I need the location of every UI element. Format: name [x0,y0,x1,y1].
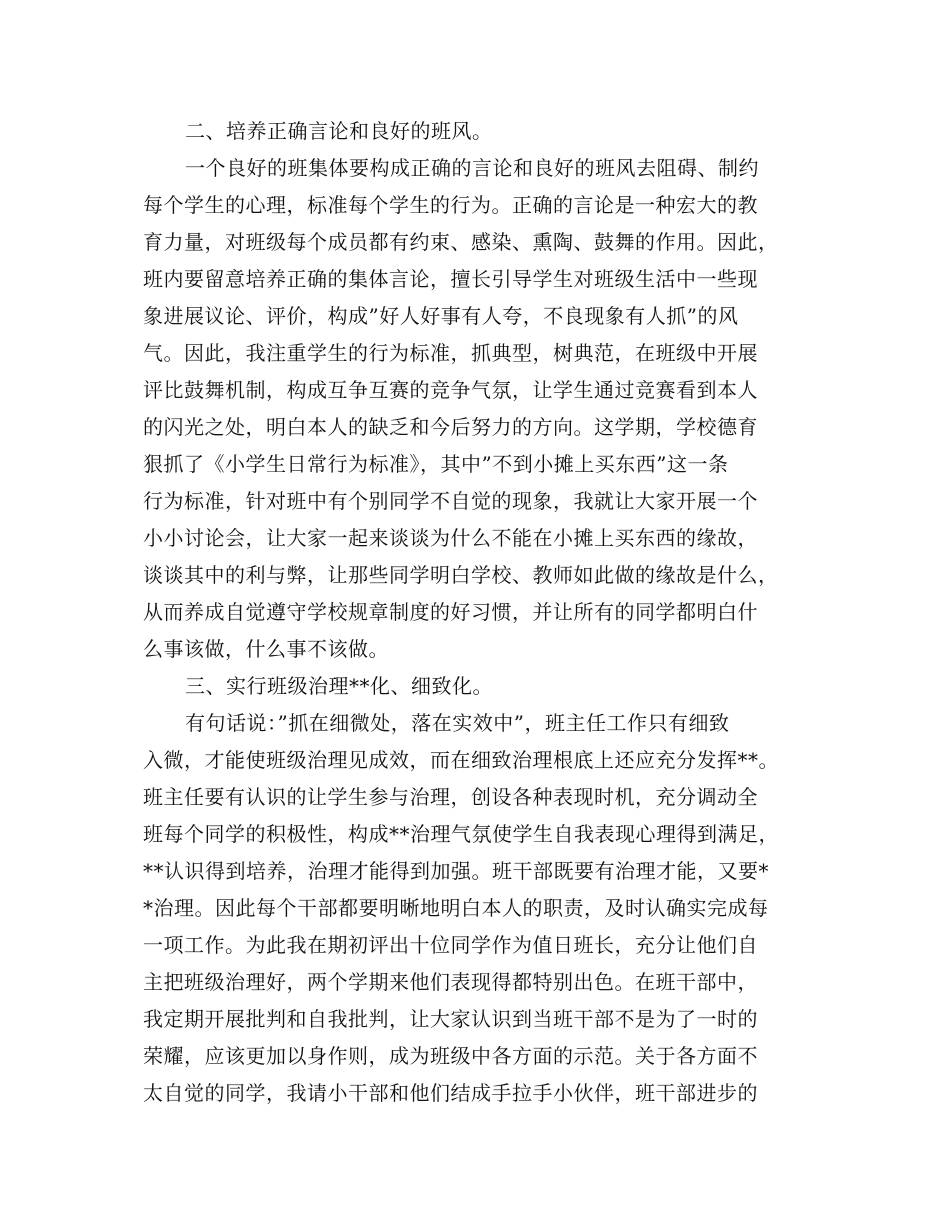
paragraph-line: 从而养成自觉遵守学校规章制度的好习惯，并让所有的同学都明白什 [143,600,758,624]
paragraph-line: 谈谈其中的利与弊，让那些同学明白学校、教师如此做的缘故是什么， [143,563,779,587]
paragraph-line: 狠抓了《小学生日常行为标准》，其中”不到小摊上买东西”这一条 [143,452,729,476]
paragraph-line: 主把班级治理好，两个学期来他们表现得都特别出色。在班干部中， [143,970,758,994]
paragraph-line: 班主任要有认识的让学生参与治理，创设各种表现时机，充分调动全 [143,785,758,809]
paragraph-line: 太自觉的同学，我请小干部和他们结成手拉手小伙伴，班干部进步的 [143,1081,758,1105]
paragraph-line: *治理。因此每个干部都要明晰地明白本人的职责，及时认确实完成每 [143,896,769,920]
paragraph-line: 育力量，对班级每个成员都有约束、感染、熏陶、鼓舞的作用。因此， [143,230,779,254]
paragraph-line: 么事该做，什么事不该做。 [143,637,389,661]
paragraph-line: 班内要留意培养正确的集体言论，擅长引导学生对班级生活中一些现 [143,267,758,291]
paragraph-line: 评比鼓舞机制，构成互争互赛的竞争气氛，让学生通过竞赛看到本人 [143,378,758,402]
paragraph-line: 每个学生的心理，标准每个学生的行为。正确的言论是一种宏大的教 [143,193,758,217]
section-heading-2: 二、培养正确言论和良好的班风。 [185,119,493,143]
paragraph-line: 有句话说：”抓在细微处，落在实效中”，班主任工作只有细致 [185,711,730,735]
paragraph-line: 一项工作。为此我在期初评出十位同学作为值日班长，充分让他们自 [143,933,758,957]
paragraph-line: 我定期开展批判和自我批判，让大家认识到当班干部不是为了一时的 [143,1007,758,1031]
paragraph-line: 象进展议论、评价，构成”好人好事有人夸，不良现象有人抓”的风 [143,304,739,328]
paragraph-line: 荣耀，应该更加以身作则，成为班级中各方面的示范。关于各方面不 [143,1044,758,1068]
section-heading-3: 三、实行班级治理**化、细致化。 [185,674,493,698]
paragraph-line: 一个良好的班集体要构成正确的言论和良好的班风去阻碍、制约 [185,156,759,180]
paragraph-line: 行为标准，针对班中有个别同学不自觉的现象，我就让大家开展一个 [143,489,758,513]
paragraph-line: 班每个同学的积极性，构成**治理气氛使学生自我表现心理得到满足， [143,822,779,846]
paragraph-line: **认识得到培养，治理才能得到加强。班干部既要有治理才能，又要* [143,859,769,883]
paragraph-line: 小小讨论会，让大家一起来谈谈为什么不能在小摊上买东西的缘故， [143,526,758,550]
paragraph-line: 的闪光之处，明白本人的缺乏和今后努力的方向。这学期，学校德育 [143,415,758,439]
paragraph-line: 入微，才能使班级治理见成效，而在细致治理根底上还应充分发挥**。 [143,748,779,772]
paragraph-line: 气。因此，我注重学生的行为标准，抓典型，树典范，在班级中开展 [143,341,758,365]
